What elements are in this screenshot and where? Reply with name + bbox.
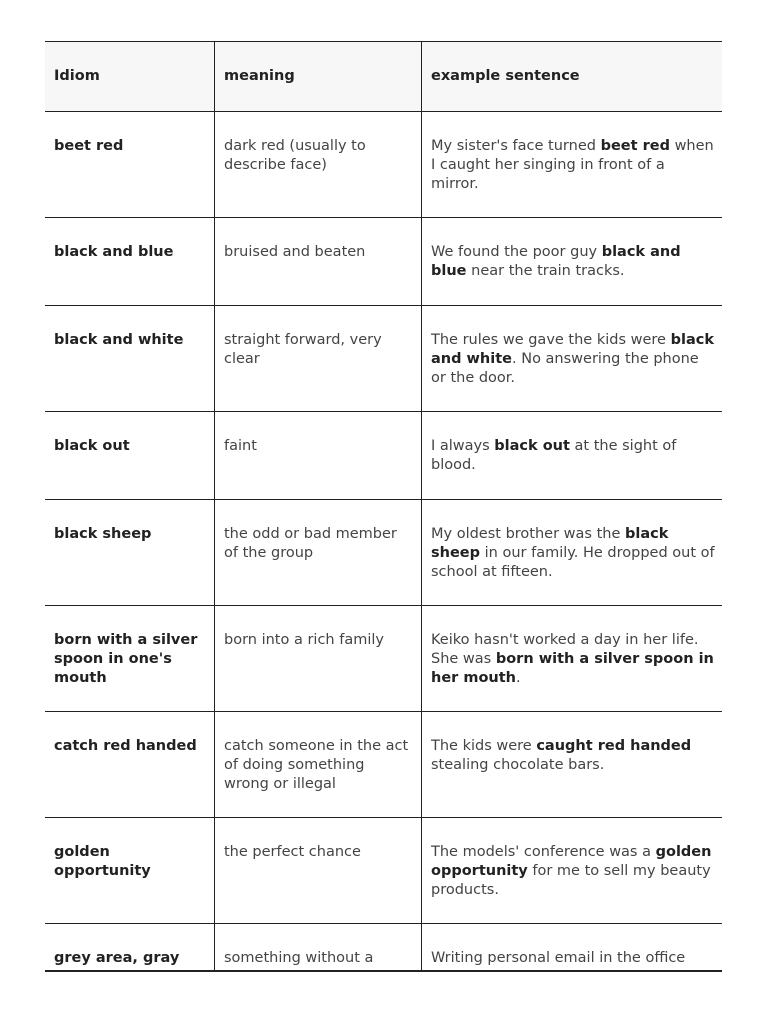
idiom-cell: golden opportunity — [45, 818, 215, 924]
example-idiom-highlight: born with a silver spoon in her mouth — [431, 651, 714, 686]
example-cell — [422, 412, 723, 500]
table-row — [45, 606, 722, 712]
example-text: The kids were — [431, 738, 537, 754]
header-idiom: Idiom — [45, 42, 215, 112]
example-text: Writing personal email in the office — [431, 950, 686, 966]
example-idiom-highlight: beet red — [600, 138, 670, 154]
example-text: My oldest brother was the — [431, 526, 625, 542]
example-idiom-highlight: black and white — [431, 332, 714, 367]
idiom-cell: black and blue — [45, 218, 215, 306]
idiom-cell: black and white — [45, 306, 215, 412]
table-row — [45, 712, 722, 818]
example-text: for me to sell my beauty products. — [431, 863, 711, 898]
header-row — [45, 42, 722, 112]
example-text: . No answering the phone or the door. — [431, 351, 699, 386]
meaning-cell: something without a — [215, 924, 422, 973]
meaning-cell: faint — [215, 412, 422, 500]
table-row — [45, 112, 722, 218]
example-text: near the train tracks. — [466, 263, 625, 279]
example-text: in our family. He dropped out of school at fifteen. — [431, 545, 715, 580]
example-idiom-highlight: black out — [494, 438, 570, 454]
idioms-table-page — [45, 41, 722, 972]
example-text: . — [516, 670, 521, 686]
example-cell — [422, 606, 723, 712]
idiom-cell: grey area, gray — [45, 924, 215, 973]
idiom-cell: black out — [45, 412, 215, 500]
meaning-cell: the odd or bad member of the group — [215, 500, 422, 606]
example-text: The models' conference was a — [431, 844, 656, 860]
example-text: The rules we gave the kids were — [431, 332, 671, 348]
example-text: when I caught her singing in front of a mirror. — [431, 138, 714, 192]
example-text: Keiko hasn't worked a day in her life. She was — [431, 632, 699, 667]
meaning-cell: bruised and beaten — [215, 218, 422, 306]
example-text: stealing chocolate bars. — [431, 757, 605, 773]
idiom-cell: beet red — [45, 112, 215, 218]
meaning-cell: born into a rich family — [215, 606, 422, 712]
table-row — [45, 924, 722, 973]
example-text: We found the poor guy — [431, 244, 602, 260]
example-idiom-highlight: caught red handed — [536, 738, 692, 754]
table-row — [45, 306, 722, 412]
header-meaning: meaning — [215, 42, 422, 112]
example-cell — [422, 818, 723, 924]
example-idiom-highlight: black and blue — [431, 244, 681, 279]
example-cell — [422, 712, 723, 818]
meaning-cell: dark red (usually to describe face) — [215, 112, 422, 218]
table-row — [45, 412, 722, 500]
table-row — [45, 818, 722, 924]
example-text: at the sight of blood. — [431, 438, 677, 473]
example-idiom-highlight: black sheep — [431, 526, 669, 561]
example-cell — [422, 306, 723, 412]
idiom-cell: born with a silver spoon in one's mouth — [45, 606, 215, 712]
table-row — [45, 500, 722, 606]
idiom-cell: black sheep — [45, 500, 215, 606]
example-text: My sister's face turned — [431, 138, 601, 154]
example-cell — [422, 500, 723, 606]
meaning-cell: straight forward, very clear — [215, 306, 422, 412]
meaning-cell: the perfect chance — [215, 818, 422, 924]
meaning-cell: catch someone in the act of doing something wrong or illegal — [215, 712, 422, 818]
idiom-cell: catch red handed — [45, 712, 215, 818]
example-idiom-highlight: golden opportunity — [431, 844, 712, 879]
idioms-table — [45, 41, 722, 972]
example-cell — [422, 218, 723, 306]
header-example: example sentence — [422, 42, 723, 112]
table-row — [45, 218, 722, 306]
example-cell — [422, 924, 723, 973]
example-text: I always — [431, 438, 495, 454]
example-cell — [422, 112, 723, 218]
